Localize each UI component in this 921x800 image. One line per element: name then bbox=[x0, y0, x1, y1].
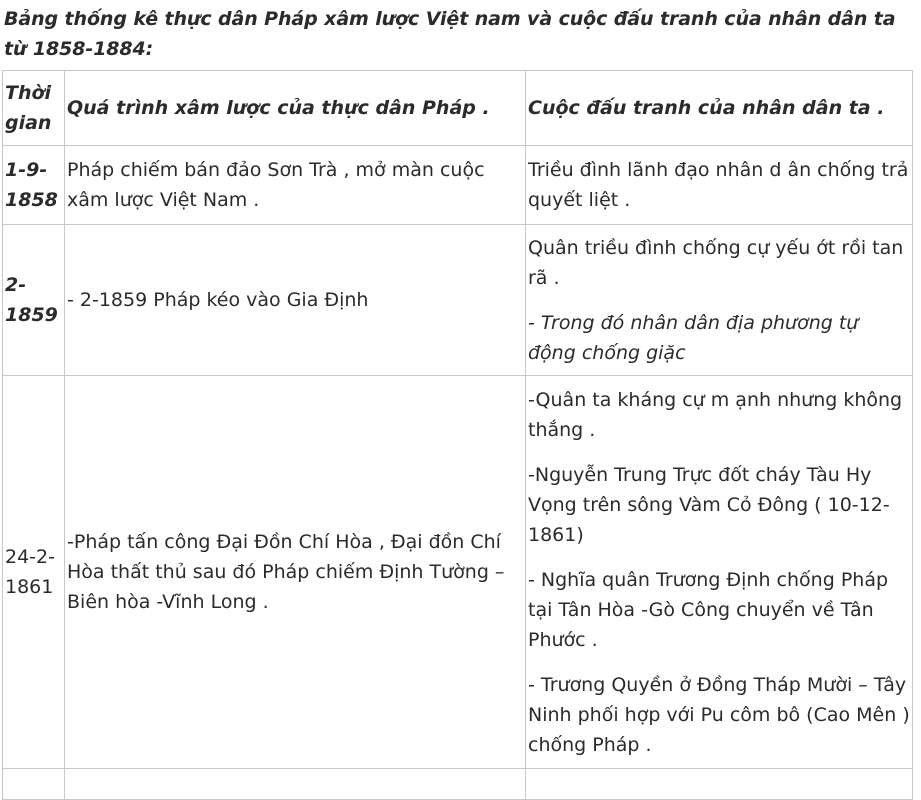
table-row bbox=[3, 146, 913, 225]
row-time: 1-9-1858 bbox=[3, 146, 65, 225]
page-title: Bảng thống kê thực dân Pháp xâm lược Việt nam và cuộc đấu tranh của nhân dân ta từ 1858-1884: bbox=[4, 8, 896, 60]
header-time: Thời gian bbox=[3, 71, 65, 146]
table-row bbox=[3, 225, 913, 376]
row-struggle bbox=[526, 769, 913, 800]
table-header-row bbox=[3, 71, 913, 146]
table-row bbox=[3, 376, 913, 769]
history-table bbox=[2, 70, 913, 800]
row-time: 24-2-1861 bbox=[3, 376, 65, 769]
row-struggle bbox=[526, 225, 913, 376]
struggle-paragraph: - Nghĩa quân Trương Định chống Pháp tại Tân Hòa -Gò Công chuyển về Tân Phước . bbox=[528, 568, 889, 651]
row-invasion bbox=[65, 769, 526, 800]
row-struggle bbox=[526, 376, 913, 769]
struggle-paragraph: Quân triều đình chống cự yếu ớt rồi tan rã . bbox=[528, 236, 904, 289]
row-time bbox=[3, 769, 65, 800]
header-invasion: Quá trình xâm lược của thực dân Pháp . bbox=[65, 71, 526, 146]
struggle-paragraph: -Quân ta kháng cự m ạnh nhưng không thắng . bbox=[528, 388, 903, 441]
struggle-paragraph: - Trương Quyền ở Đồng Tháp Mười – Tây Ninh phối hợp với Pu côm bô (Cao Mên ) chống Pháp . bbox=[528, 673, 910, 756]
row-struggle bbox=[526, 146, 913, 225]
header-struggle: Cuộc đấu tranh của nhân dân ta . bbox=[526, 71, 913, 146]
struggle-paragraph: Triều đình lãnh đạo nhân d ân chống trả quyết liệt . bbox=[528, 159, 909, 211]
row-time: 2-1859 bbox=[3, 225, 65, 376]
row-invasion: - 2-1859 Pháp kéo vào Gia Định bbox=[65, 225, 526, 376]
row-invasion: Pháp chiếm bán đảo Sơn Trà , mở màn cuộc xâm lược Việt Nam . bbox=[65, 146, 526, 225]
table-row-partial bbox=[3, 769, 913, 800]
struggle-paragraph: -Nguyễn Trung Trực đốt cháy Tàu Hy Vọng trên sông Vàm Cỏ Đông ( 10-12-1861) bbox=[528, 463, 890, 546]
struggle-paragraph: - Trong đó nhân dân địa phương tự động chống giặc bbox=[528, 311, 859, 364]
row-invasion: -Pháp tấn công Đại Đồn Chí Hòa , Đại đồn Chí Hòa thất thủ sau đó Pháp chiếm Định Tường – Biên hòa -Vĩnh Long . bbox=[65, 376, 526, 769]
